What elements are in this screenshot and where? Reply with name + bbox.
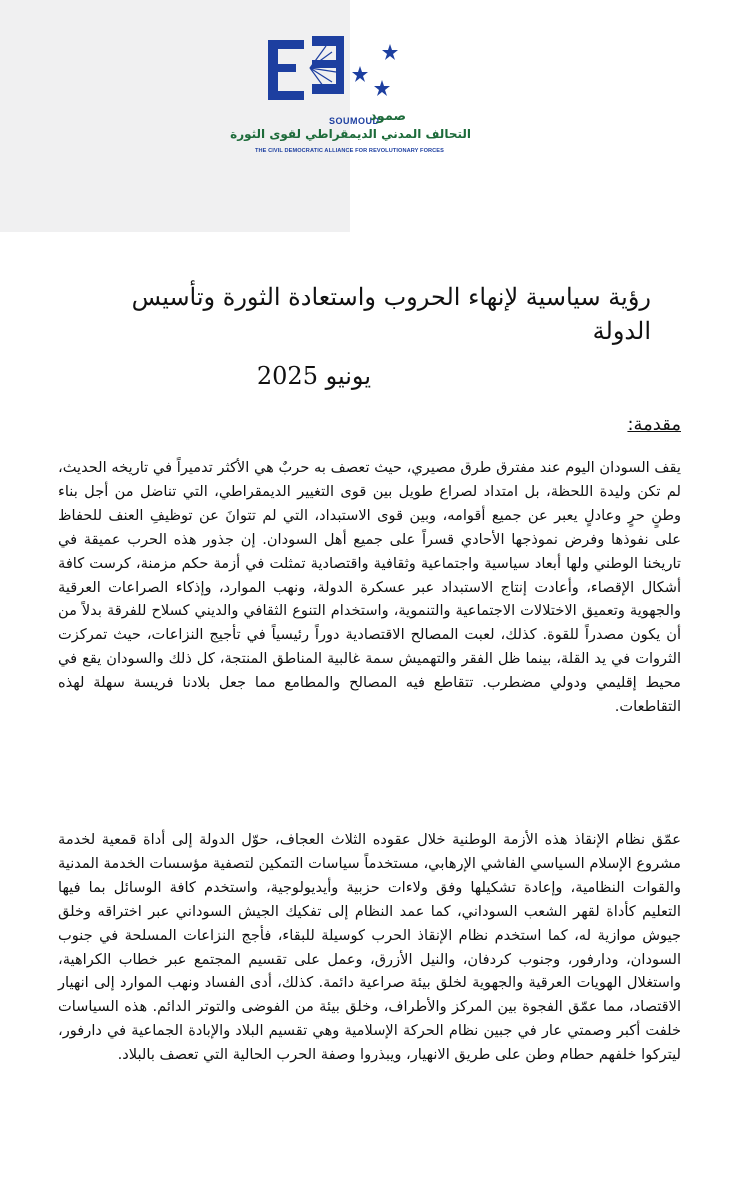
stars-icon	[352, 44, 398, 96]
soumoud-logo	[250, 22, 420, 122]
letter-e-left-icon	[268, 40, 304, 100]
document-title: رؤية سياسية لإنهاء الحروب واستعادة الثورة وتأسيس الدولة	[131, 283, 651, 345]
document-date: يونيو 2025	[256, 362, 371, 390]
paragraph-2: عمّق نظام الإنقاذ هذه الأزمة الوطنية خلال عقوده الثلاث العجاف، حوّل الدولة إلى أداة قمعية لخدمة مشروع الإسلام السياسي الفاشي الإرهابي، مستخدماً سياسات التمكين لتصفية مؤسسات الخدمة المدنية والقوات النظامية، وإعادة تشكيلها وفق ولاءات حزبية وأيديولوجية، واستخدم كافة الوسائل بما فيها التعليم كأداة لقهر الشعب السوداني، كما عمد النظام إلى تفكيك الجيش السوداني عبر اختراقه وخلق جيوش موازية له، كما استخدم نظام الإنقاذ الحرب كوسيلة للبقاء، فأجج النزاعات المسلحة في جنوب السودان، ودارفور، وجنوب كردفان، والنيل الأزرق، وعمل على تقسيم المجتمع عبر خطاب الكراهية، واستغلال الهويات العرقية والجهوية لخلق بيئة صراعية دائمة. كذلك، أدى الفساد ونهب الموارد إلى انهيار الاقتصاد، مما عمّق الفجوة بين المركز والأطراف، وخلق بيئة من الفوضى والتوتر الدائم. هذه السياسات خلفت أكبر وصمتي عار في جبين نظام الحركة الإسلامية وهي تقسيم البلاد والإبادة الجماعية في دارفور، ليتركوا خلفهم حطام وطن على طريق الانهيار، ويبذروا وصفة الحرب الحالية التي تعصف بالبلاد.	[57, 831, 681, 1064]
alliance-arabic-name: التحالف المدني الديمقراطي لقوى الثورة	[230, 127, 471, 141]
letter-e-right-icon	[312, 36, 344, 94]
logo-english-name: SOUMOUD	[329, 116, 380, 126]
logo-arabic-name: صمود	[370, 109, 407, 124]
alliance-english-name: THE CIVIL DEMOCRATIC ALLIANCE FOR REVOLUTIONARY FORCES	[255, 148, 444, 154]
paragraph-1: يقف السودان اليوم عند مفترق طرق مصيري، حيث تعصف به حربٌ هي الأكثر تدميراً في تاريخه الحديث، لم تكن وليدة اللحظة، بل امتداد لصراع طويل بين قوى التغيير الديمقراطي، التي تناضل من أجل بناء وطنٍ حرٍ وعادلٍ يعبر عن جميع أقوامه، وبين قوى الاستبداد، التي لم تتوانَ عن توظيفِ العنف للحفاظ على نفوذها وفرض نموذجها الأحادي قسراً على جميع أهل السودان. إن جذور هذه الحرب عميقة في تاريخنا الوطني ولها أبعاد سياسية واجتماعية وثقافية واقتصادية تمثلت في أزمة حكم مزمنة، كرست كافة أشكال الإقصاء، وأعادت إنتاج الاستبداد عبر عسكرة الدولة، ونهب الموارد، وإذكاء الصراعات العرقية والجهوية وتعميق الاختلالات الاجتماعية والتنموية، واستخدام التنوع الثقافي والديني كسلاح للفرقة بدلاً من أن يكون مصدراً للقوة. كذلك، لعبت المصالح الاقتصادية دوراً رئيسياً في تأجيج النزاعات، حيث تمركزت الثروات في يد القلة، بينما ظل الفقر والتهميش سمة غالبية المناطق المنتجة، كل ذلك والسودان يقع في محيط إقليمي ودولي مضطرب. تتقاطع فيه المصالح والمطامع مما جعل بلادنا فريسة سهلة لهذه التقاطعات.	[58, 459, 681, 716]
intro-heading: مقدمة:	[627, 414, 681, 435]
